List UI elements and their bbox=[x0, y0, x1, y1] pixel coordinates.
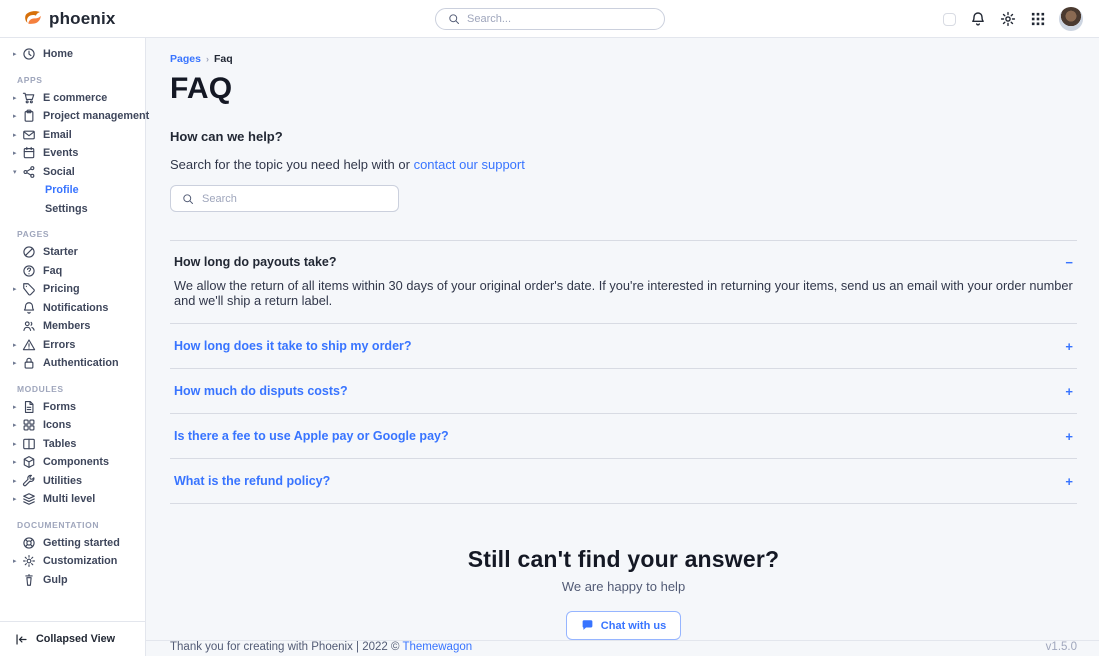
version-label: v1.5.0 bbox=[1045, 641, 1077, 653]
breadcrumb-current: Faq bbox=[213, 53, 233, 65]
sidebar-item-errors[interactable] bbox=[0, 336, 145, 355]
question-circle-icon bbox=[22, 264, 36, 278]
contact-support-link[interactable]: contact our support bbox=[413, 157, 525, 172]
faq-question[interactable] bbox=[170, 324, 1077, 368]
faq-item bbox=[170, 324, 1077, 369]
faq-accordion bbox=[170, 240, 1077, 504]
faq-search[interactable] bbox=[170, 185, 399, 212]
sidebar-item-label: Utilities bbox=[43, 474, 82, 487]
page-title: FAQ bbox=[170, 72, 233, 105]
faq-question[interactable] bbox=[170, 414, 1077, 458]
sidebar-item-tables[interactable] bbox=[0, 435, 145, 454]
sidebar-item-label: Project management bbox=[43, 110, 150, 123]
collapsed-view-toggle[interactable] bbox=[0, 621, 145, 656]
sidebar-item-profile[interactable]: Profile bbox=[45, 184, 79, 197]
users-icon bbox=[22, 319, 36, 333]
plus-icon[interactable]: + bbox=[1065, 383, 1073, 399]
sidebar-item-label: Forms bbox=[43, 400, 76, 413]
sidebar-nav bbox=[0, 38, 150, 621]
sidebar-item-faq[interactable] bbox=[0, 262, 145, 281]
footer bbox=[146, 640, 1099, 653]
apps-grid-icon[interactable] bbox=[1029, 11, 1046, 28]
plus-icon[interactable]: + bbox=[1065, 338, 1073, 354]
global-search[interactable] bbox=[435, 8, 665, 30]
sidebar bbox=[0, 38, 150, 656]
caret-closed-icon: ▸ bbox=[13, 286, 17, 294]
gear-icon[interactable] bbox=[999, 11, 1016, 28]
bell-icon[interactable] bbox=[969, 11, 986, 28]
breadcrumb bbox=[170, 53, 1077, 65]
faq-question-text: How much do disputs costs? bbox=[174, 384, 348, 398]
caret-closed-icon: ▸ bbox=[13, 459, 17, 467]
faq-question-text: How long do payouts take? bbox=[174, 255, 337, 269]
life-ring-icon bbox=[22, 536, 36, 550]
avatar[interactable] bbox=[1059, 7, 1083, 31]
wrench-icon bbox=[22, 474, 36, 488]
faq-answer: We allow the return of all items within 30 days of your original order's date. If you're interested in returning your items, send us an email with your order number and we'll ship a return label. bbox=[174, 278, 1073, 308]
lock-icon bbox=[22, 356, 36, 370]
sidebar-item-label: Home bbox=[43, 48, 73, 61]
sidebar-item-label: Starter bbox=[43, 246, 78, 259]
sidebar-item-email[interactable] bbox=[0, 126, 145, 145]
brand-logo[interactable] bbox=[22, 8, 116, 29]
sidebar-item-pricing[interactable] bbox=[0, 280, 145, 299]
caret-closed-icon: ▸ bbox=[13, 360, 17, 368]
faq-item bbox=[170, 459, 1077, 504]
sidebar-item-starter[interactable] bbox=[0, 243, 145, 262]
cta-title: Still can't find your answer? bbox=[467, 546, 780, 572]
sidebar-item-authentication[interactable] bbox=[0, 354, 145, 373]
sidebar-item-label: Pricing bbox=[43, 283, 80, 296]
faq-item bbox=[170, 369, 1077, 414]
search-icon bbox=[448, 13, 460, 25]
caret-open-icon: ▾ bbox=[13, 168, 17, 176]
collapsed-view-label: Collapsed View bbox=[36, 633, 116, 645]
faq-question[interactable] bbox=[170, 369, 1077, 413]
sidebar-item-label: Tables bbox=[43, 437, 77, 450]
cart-icon bbox=[22, 91, 36, 105]
faq-search-input[interactable] bbox=[202, 193, 387, 205]
cta-section bbox=[170, 546, 1077, 640]
sidebar-item-getting-started[interactable] bbox=[0, 534, 145, 553]
breadcrumb-pages-link[interactable]: Pages bbox=[170, 53, 201, 65]
sidebar-item-social[interactable] bbox=[0, 163, 145, 182]
grid-icon bbox=[22, 418, 36, 432]
plus-icon[interactable]: + bbox=[1065, 428, 1073, 444]
faq-item bbox=[170, 241, 1077, 324]
share-icon bbox=[22, 165, 36, 179]
sidebar-item-label: E commerce bbox=[43, 91, 108, 104]
sidebar-item-notifications[interactable] bbox=[0, 299, 145, 318]
tag-icon bbox=[22, 282, 36, 296]
caret-closed-icon: ▸ bbox=[13, 403, 17, 411]
sidebar-item-label: Social bbox=[43, 165, 75, 178]
help-text: Search for the topic you need help with or contact our support bbox=[170, 157, 525, 172]
faq-item bbox=[170, 414, 1077, 459]
cta-subtitle: We are happy to help bbox=[561, 579, 686, 594]
sidebar-item-e-commerce[interactable] bbox=[0, 89, 145, 108]
sidebar-item-members[interactable] bbox=[0, 317, 145, 336]
sidebar-item-label: Authentication bbox=[43, 357, 119, 370]
faq-question-text: What is the refund policy? bbox=[174, 474, 331, 488]
sidebar-item-label: Components bbox=[43, 456, 109, 469]
footer-credit: Thank you for creating with Phoenix | 2022 © Themewagon bbox=[170, 641, 473, 653]
sidebar-item-label: Customization bbox=[43, 555, 118, 568]
sidebar-item-components[interactable] bbox=[0, 453, 145, 472]
nav-section-label: APPS bbox=[17, 74, 43, 85]
sidebar-item-label: Notifications bbox=[43, 301, 109, 314]
faq-question-text: Is there a fee to use Apple pay or Google pay? bbox=[174, 429, 449, 443]
faq-question[interactable] bbox=[170, 459, 1077, 503]
caret-closed-icon: ▸ bbox=[13, 440, 17, 448]
clock-icon bbox=[22, 47, 36, 61]
search-icon bbox=[182, 193, 194, 205]
clipboard-icon bbox=[22, 109, 36, 123]
sidebar-item-label: Gulp bbox=[43, 573, 68, 586]
minus-icon[interactable]: − bbox=[1065, 254, 1073, 270]
sidebar-item-label: Errors bbox=[43, 338, 76, 351]
file-icon bbox=[22, 400, 36, 414]
sidebar-item-label: Events bbox=[43, 147, 79, 160]
caret-closed-icon: ▸ bbox=[13, 422, 17, 430]
sidebar-item-label: Members bbox=[43, 320, 91, 333]
chevron-right-icon: › bbox=[205, 54, 209, 64]
gear-icon bbox=[22, 554, 36, 568]
sidebar-item-multi-level[interactable] bbox=[0, 490, 145, 509]
caret-closed-icon: ▸ bbox=[13, 51, 17, 59]
caret-closed-icon: ▸ bbox=[13, 94, 17, 102]
sidebar-item-label: Getting started bbox=[43, 536, 120, 549]
brand-name: phoenix bbox=[49, 8, 116, 28]
sidebar-item-events[interactable] bbox=[0, 144, 145, 163]
phoenix-logo-icon bbox=[22, 8, 43, 29]
layers-icon bbox=[22, 492, 36, 506]
faq-question[interactable] bbox=[170, 241, 1077, 269]
slash-circle-icon bbox=[22, 245, 36, 259]
caret-closed-icon: ▸ bbox=[13, 113, 17, 121]
themewagon-link[interactable]: Themewagon bbox=[402, 641, 473, 653]
sidebar-item-gulp[interactable] bbox=[0, 571, 145, 590]
sidebar-item-customization[interactable] bbox=[0, 552, 145, 571]
sidebar-item-project-management[interactable] bbox=[0, 107, 150, 126]
caret-closed-icon: ▸ bbox=[13, 496, 17, 504]
caret-closed-icon: ▸ bbox=[13, 341, 17, 349]
help-heading: How can we help? bbox=[170, 129, 283, 144]
top-navbar bbox=[0, 0, 1099, 38]
table-icon bbox=[22, 437, 36, 451]
sidebar-item-home[interactable] bbox=[0, 45, 145, 64]
sidebar-item-label: Multi level bbox=[43, 493, 96, 506]
envelope-icon bbox=[22, 128, 36, 142]
theme-toggle[interactable] bbox=[943, 13, 956, 26]
nav-section-label: MODULES bbox=[17, 383, 64, 394]
box-icon bbox=[22, 455, 36, 469]
bell-icon bbox=[22, 301, 36, 315]
chat-with-us-button[interactable]: Chat with us bbox=[566, 611, 681, 640]
warning-triangle-icon bbox=[22, 338, 36, 352]
gulp-icon bbox=[22, 573, 36, 587]
sidebar-item-label: Icons bbox=[43, 419, 72, 432]
plus-icon[interactable]: + bbox=[1065, 473, 1073, 489]
sidebar-item-label: Faq bbox=[43, 264, 63, 277]
global-search-input[interactable] bbox=[467, 13, 652, 25]
faq-question-text: How long does it take to ship my order? bbox=[174, 339, 412, 353]
sidebar-item-icons[interactable] bbox=[0, 416, 145, 435]
main-content bbox=[146, 38, 1099, 653]
nav-section-label: DOCUMENTATION bbox=[17, 519, 100, 530]
collapse-arrow-icon bbox=[15, 633, 28, 646]
nav-section-label: PAGES bbox=[17, 229, 50, 239]
sidebar-item-label: Email bbox=[43, 128, 72, 141]
caret-closed-icon: ▸ bbox=[13, 150, 17, 158]
chat-bubble-icon bbox=[581, 619, 594, 632]
caret-closed-icon: ▸ bbox=[13, 477, 17, 485]
caret-closed-icon: ▸ bbox=[13, 131, 17, 139]
sidebar-item-forms[interactable] bbox=[0, 398, 145, 417]
calendar-icon bbox=[22, 146, 36, 160]
sidebar-item-settings[interactable]: Settings bbox=[45, 202, 88, 215]
caret-closed-icon: ▸ bbox=[13, 558, 17, 566]
sidebar-item-utilities[interactable] bbox=[0, 472, 145, 491]
